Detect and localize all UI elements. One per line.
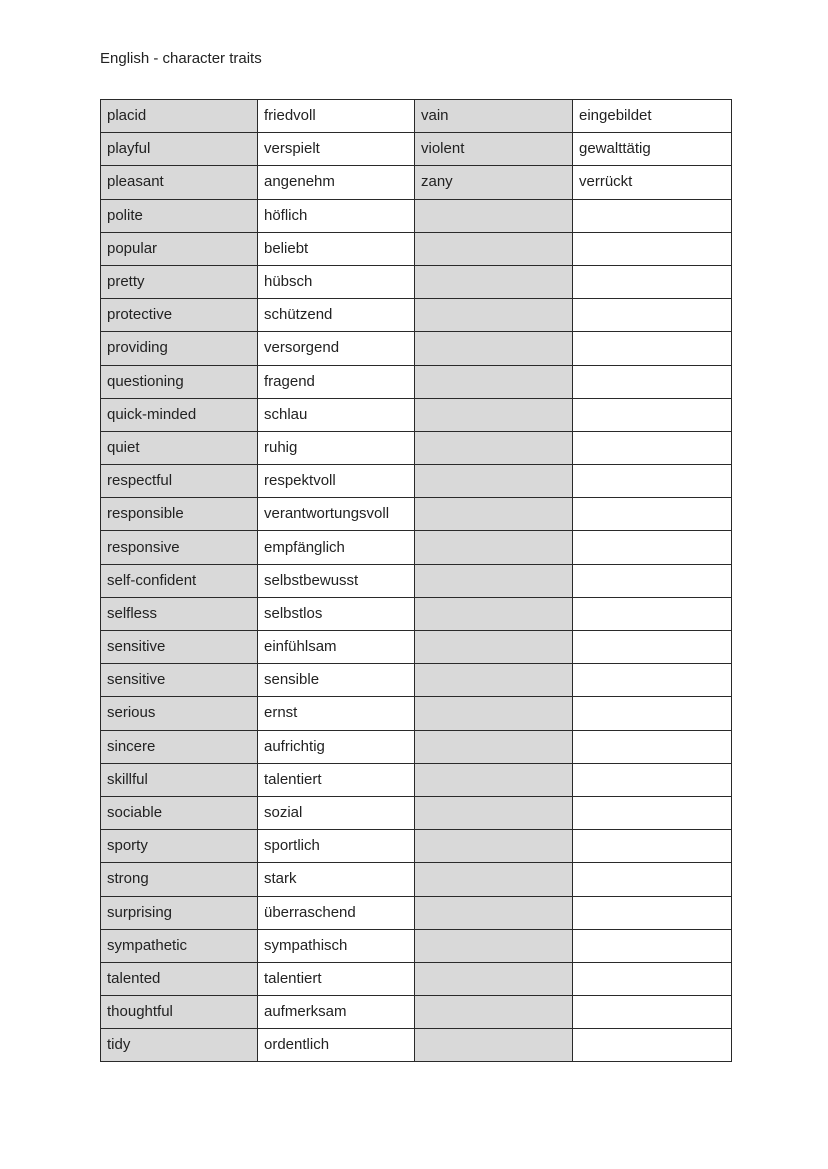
english-word-cell-right: vain (415, 100, 573, 133)
german-translation-cell: schlau (258, 398, 415, 431)
english-word-cell: polite (101, 199, 258, 232)
german-translation-cell-right (573, 465, 732, 498)
page-title: English - character traits (100, 50, 262, 67)
german-translation-cell: fragend (258, 365, 415, 398)
table-row (101, 199, 732, 232)
german-translation-cell: einfühlsam (258, 631, 415, 664)
table-row (101, 929, 732, 962)
german-translation-cell: ordentlich (258, 1029, 415, 1062)
english-word-cell-right (415, 265, 573, 298)
german-translation-cell-right (573, 631, 732, 664)
table-row (101, 365, 732, 398)
english-word-cell-right (415, 465, 573, 498)
german-translation-cell: sensible (258, 664, 415, 697)
english-word-cell-right (415, 730, 573, 763)
german-translation-cell: verantwortungsvoll (258, 498, 415, 531)
english-word-cell-right (415, 664, 573, 697)
german-translation-cell: friedvoll (258, 100, 415, 133)
german-translation-cell: sozial (258, 796, 415, 829)
english-word-cell-right (415, 199, 573, 232)
german-translation-cell-right (573, 265, 732, 298)
english-word-cell: playful (101, 133, 258, 166)
english-word-cell-right (415, 299, 573, 332)
english-word-cell-right (415, 398, 573, 431)
table-row (101, 1029, 732, 1062)
english-word-cell: thoughtful (101, 996, 258, 1029)
table-row (101, 996, 732, 1029)
german-translation-cell: talentiert (258, 763, 415, 796)
german-translation-cell-right (573, 232, 732, 265)
german-translation-cell-right (573, 332, 732, 365)
table-row (101, 465, 732, 498)
german-translation-cell-right (573, 1029, 732, 1062)
english-word-cell-right (415, 697, 573, 730)
english-word-cell: tidy (101, 1029, 258, 1062)
english-word-cell-right (415, 996, 573, 1029)
english-word-cell-right (415, 232, 573, 265)
table-row (101, 796, 732, 829)
german-translation-cell-right (573, 896, 732, 929)
english-word-cell: sympathetic (101, 929, 258, 962)
table-row (101, 863, 732, 896)
table-row (101, 531, 732, 564)
german-translation-cell-right (573, 431, 732, 464)
german-translation-cell: aufrichtig (258, 730, 415, 763)
table-row (101, 100, 732, 133)
german-translation-cell-right (573, 199, 732, 232)
english-word-cell-right (415, 962, 573, 995)
german-translation-cell-right (573, 730, 732, 763)
german-translation-cell: hübsch (258, 265, 415, 298)
german-translation-cell: angenehm (258, 166, 415, 199)
german-translation-cell: aufmerksam (258, 996, 415, 1029)
table-row (101, 431, 732, 464)
german-translation-cell: selbstlos (258, 597, 415, 630)
english-word-cell: protective (101, 299, 258, 332)
english-word-cell: sociable (101, 796, 258, 829)
german-translation-cell-right (573, 564, 732, 597)
german-translation-cell: beliebt (258, 232, 415, 265)
english-word-cell: pretty (101, 265, 258, 298)
english-word-cell-right (415, 531, 573, 564)
english-word-cell: sincere (101, 730, 258, 763)
german-translation-cell: höflich (258, 199, 415, 232)
english-word-cell: strong (101, 863, 258, 896)
german-translation-cell-right (573, 365, 732, 398)
german-translation-cell-right: verrückt (573, 166, 732, 199)
table-row (101, 597, 732, 630)
german-translation-cell: versorgend (258, 332, 415, 365)
german-translation-cell-right (573, 996, 732, 1029)
table-row (101, 730, 732, 763)
german-translation-cell-right: gewalttätig (573, 133, 732, 166)
english-word-cell: skillful (101, 763, 258, 796)
german-translation-cell-right (573, 498, 732, 531)
german-translation-cell-right (573, 531, 732, 564)
english-word-cell: quiet (101, 431, 258, 464)
table-row (101, 664, 732, 697)
vocabulary-table-body (101, 100, 732, 1062)
german-translation-cell: schützend (258, 299, 415, 332)
english-word-cell-right (415, 763, 573, 796)
english-word-cell: sensitive (101, 631, 258, 664)
english-word-cell: self-confident (101, 564, 258, 597)
english-word-cell: popular (101, 232, 258, 265)
english-word-cell: serious (101, 697, 258, 730)
english-word-cell-right (415, 431, 573, 464)
german-translation-cell: ruhig (258, 431, 415, 464)
english-word-cell: placid (101, 100, 258, 133)
english-word-cell: sporty (101, 830, 258, 863)
german-translation-cell: ernst (258, 697, 415, 730)
english-word-cell-right (415, 1029, 573, 1062)
english-word-cell-right (415, 332, 573, 365)
english-word-cell: responsive (101, 531, 258, 564)
english-word-cell-right (415, 631, 573, 664)
table-row (101, 697, 732, 730)
table-row (101, 133, 732, 166)
german-translation-cell-right (573, 697, 732, 730)
english-word-cell-right (415, 896, 573, 929)
english-word-cell-right (415, 597, 573, 630)
table-row (101, 232, 732, 265)
german-translation-cell-right (573, 299, 732, 332)
table-row (101, 896, 732, 929)
table-row (101, 498, 732, 531)
english-word-cell-right: violent (415, 133, 573, 166)
english-word-cell-right (415, 863, 573, 896)
german-translation-cell: überraschend (258, 896, 415, 929)
english-word-cell-right (415, 830, 573, 863)
table-row (101, 265, 732, 298)
german-translation-cell-right (573, 962, 732, 995)
german-translation-cell: talentiert (258, 962, 415, 995)
table-row (101, 962, 732, 995)
german-translation-cell-right (573, 929, 732, 962)
english-word-cell-right (415, 564, 573, 597)
german-translation-cell: stark (258, 863, 415, 896)
english-word-cell: pleasant (101, 166, 258, 199)
german-translation-cell: selbstbewusst (258, 564, 415, 597)
table-row (101, 631, 732, 664)
table-row (101, 166, 732, 199)
english-word-cell: responsible (101, 498, 258, 531)
german-translation-cell-right (573, 796, 732, 829)
german-translation-cell: verspielt (258, 133, 415, 166)
english-word-cell: providing (101, 332, 258, 365)
english-word-cell: talented (101, 962, 258, 995)
english-word-cell-right (415, 929, 573, 962)
german-translation-cell-right (573, 597, 732, 630)
german-translation-cell: empfänglich (258, 531, 415, 564)
table-row (101, 763, 732, 796)
table-row (101, 332, 732, 365)
english-word-cell: surprising (101, 896, 258, 929)
vocabulary-table (100, 99, 732, 1062)
table-row (101, 564, 732, 597)
german-translation-cell-right (573, 763, 732, 796)
table-row (101, 830, 732, 863)
table-row (101, 299, 732, 332)
english-word-cell-right (415, 796, 573, 829)
german-translation-cell: respektvoll (258, 465, 415, 498)
german-translation-cell-right (573, 863, 732, 896)
german-translation-cell-right (573, 664, 732, 697)
english-word-cell: questioning (101, 365, 258, 398)
table-row (101, 398, 732, 431)
english-word-cell: selfless (101, 597, 258, 630)
german-translation-cell-right (573, 830, 732, 863)
english-word-cell-right (415, 498, 573, 531)
english-word-cell-right (415, 365, 573, 398)
german-translation-cell: sportlich (258, 830, 415, 863)
german-translation-cell-right (573, 398, 732, 431)
english-word-cell-right: zany (415, 166, 573, 199)
english-word-cell: respectful (101, 465, 258, 498)
german-translation-cell-right: eingebildet (573, 100, 732, 133)
german-translation-cell: sympathisch (258, 929, 415, 962)
english-word-cell: quick-minded (101, 398, 258, 431)
english-word-cell: sensitive (101, 664, 258, 697)
